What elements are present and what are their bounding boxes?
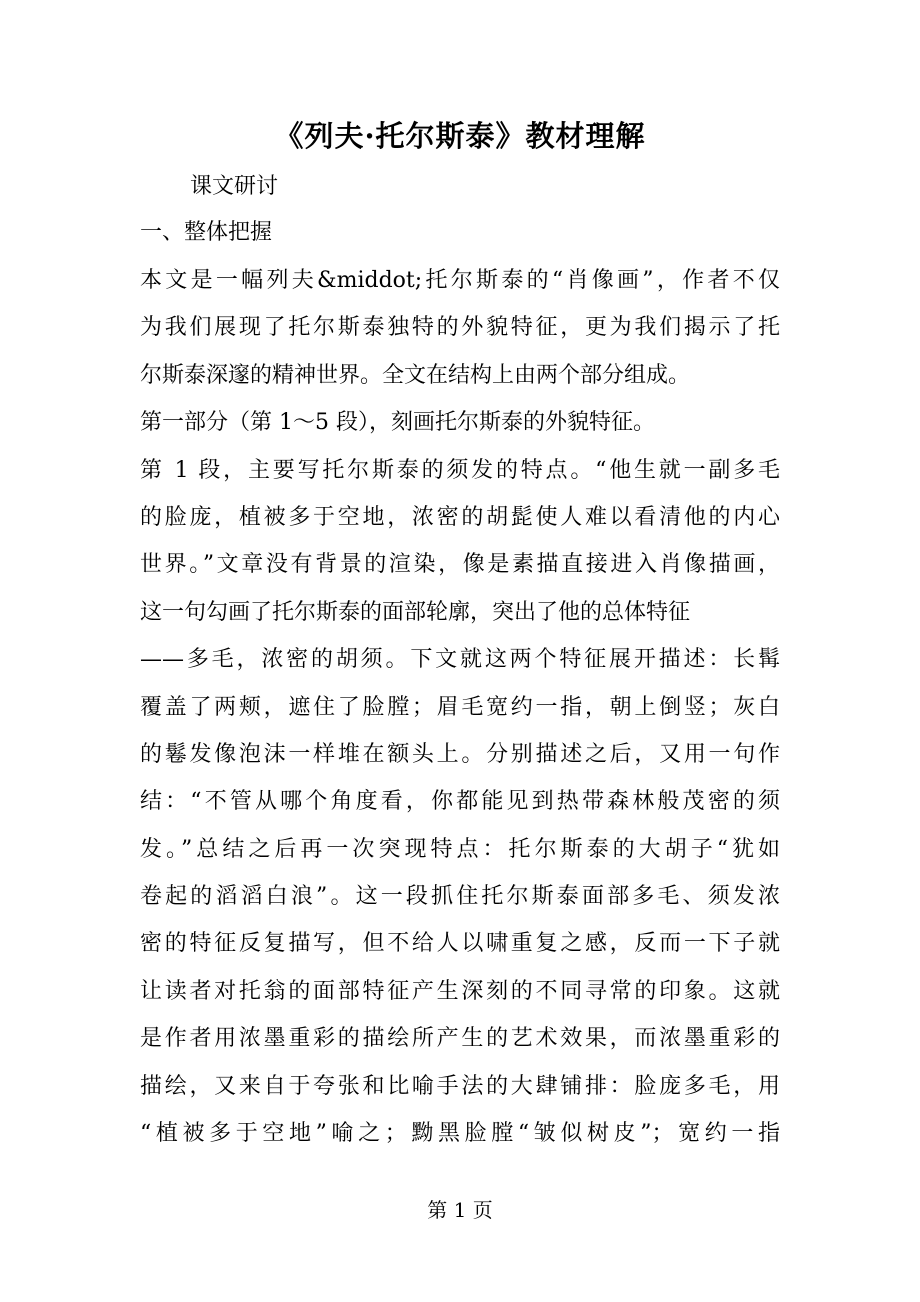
text-line: 描绘，又来自于夸张和比喻手法的大肆铺排：脸庞多毛，用 [140,1073,780,1099]
text-line: 覆盖了两颊，遮住了脸膛；眉毛宽约一指，朝上倒竖；灰白 [140,694,780,720]
text-line: 发。”总结之后再一次突现特点：托尔斯泰的大胡子“犹如 [140,836,780,862]
section-heading: 一、整体把握 [140,220,273,245]
text-line: 为我们展现了托尔斯泰独特的外貌特征，更为我们揭示了托 [140,315,780,341]
text-line: 是作者用浓墨重彩的描绘所产生的艺术效果，而浓墨重彩的 [140,1026,780,1052]
text-line: 让读者对托翁的面部特征产生深刻的不同寻常的印象。这就 [140,978,780,1004]
page-footer: 第 1 页 [427,1198,493,1222]
text-line: 卷起的滔滔白浪”。这一段抓住托尔斯泰面部多毛、须发浓 [140,884,780,910]
text-line: 第一部分（第 1～5 段），刻画托尔斯泰的外貌特征。 [140,410,655,436]
text-line: 结：“不管从哪个角度看，你都能见到热带森林般茂密的须 [140,789,780,815]
text-line: 的鬈发像泡沫一样堆在额头上。分别描述之后，又用一句作 [140,741,780,767]
text-line: 这一句勾画了托尔斯泰的面部轮廓，突出了他的总体特征 [140,599,691,625]
text-line: 尔斯泰深邃的精神世界。全文在结构上由两个部分组成。 [140,362,691,388]
text-line: 本文是一幅列夫&middot;托尔斯泰的“肖像画”，作者不仅 [140,268,780,293]
subheading: 课文研讨 [190,174,279,199]
text-line: 的脸庞，植被多于空地，浓密的胡髭使人难以看清他的内心 [140,504,780,530]
text-line: 第 1 段，主要写托尔斯泰的须发的特点。“他生就一副多毛 [140,457,780,483]
document-title: 《列夫·托尔斯泰》教材理解 [274,119,646,153]
body-text [140,257,790,1157]
text-line: “植被多于空地”喻之；黝黑脸膛“皱似树皮”；宽约一指 [140,1121,780,1147]
text-line: 世界。”文章没有背景的渲染，像是素描直接进入肖像描画， [140,552,780,578]
text-line: 密的特征反复描写，但不给人以啸重复之感，反而一下子就 [140,931,780,957]
text-line: ——多毛，浓密的胡须。下文就这两个特征展开描述：长髯 [140,647,780,673]
